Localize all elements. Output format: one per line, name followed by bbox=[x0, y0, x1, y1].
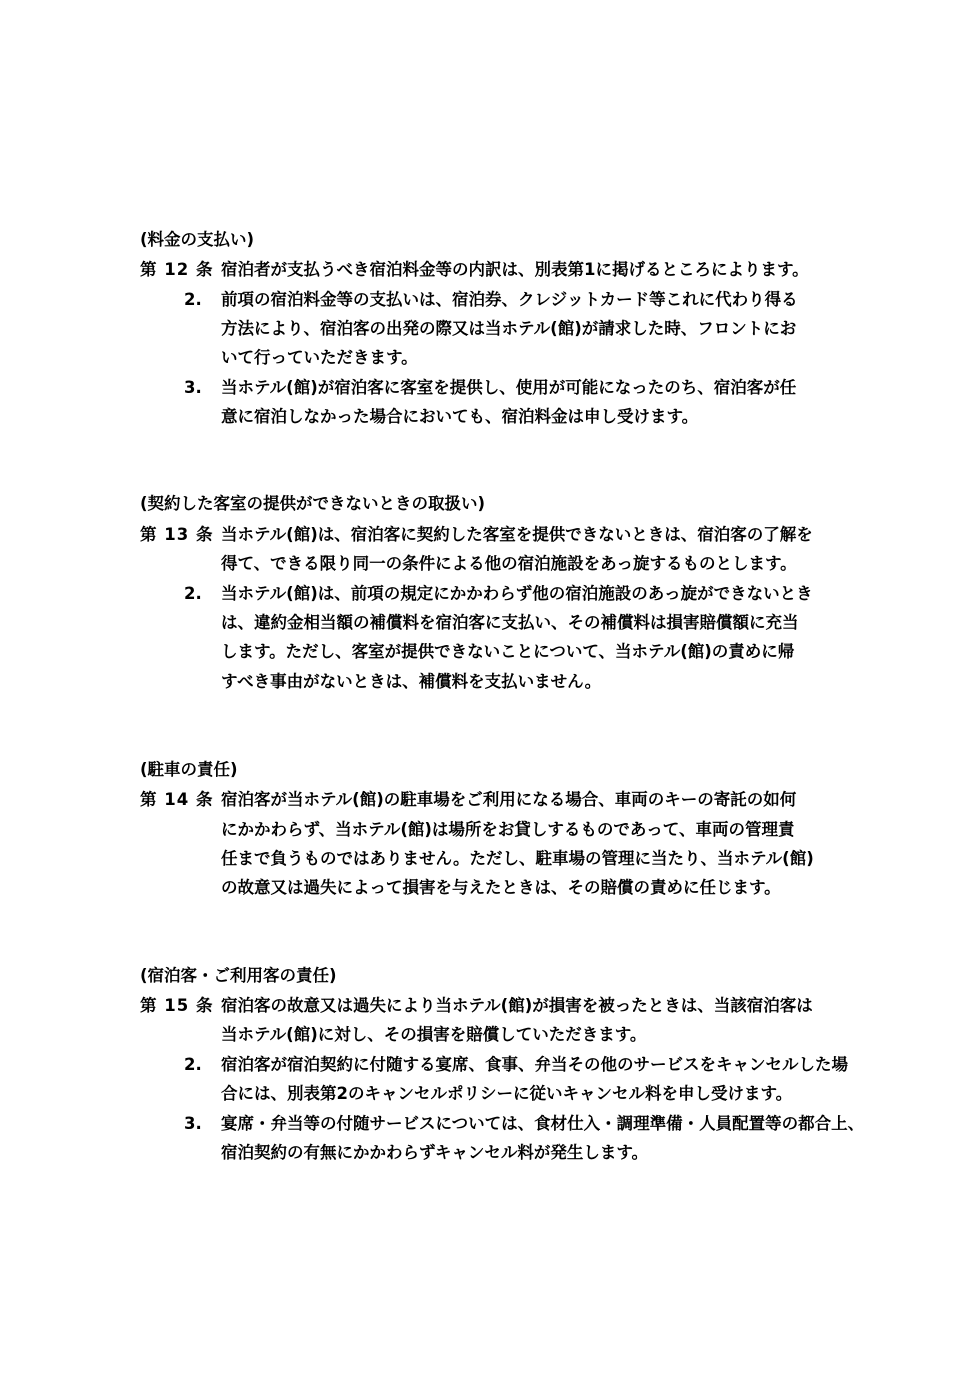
article-15-item-3-number: 3. bbox=[184, 1114, 202, 1133]
article-13-item-2-line-3: します。ただし、客室が提供できないことについて、当ホテル(館)の責めに帰 bbox=[221, 642, 795, 661]
article-12-item-2-line-3: いて行っていただきます。 bbox=[221, 348, 418, 367]
article-12-item-3-line-1: 当ホテル(館)が宿泊客に客室を提供し、使用が可能になったのち、宿泊客が任 bbox=[221, 378, 797, 397]
article-15-item-2-line-2: 合には、別表第2のキャンセルポリシーに従いキャンセル料を申し受けます。 bbox=[221, 1084, 793, 1103]
article-13-line-1: 当ホテル(館)は、宿泊客に契約した客室を提供できないときは、宿泊客の了解を bbox=[221, 525, 813, 544]
article-13-item-2-line-1: 当ホテル(館)は、前項の規定にかかわらず他の宿泊施設のあっ旋ができないとき bbox=[221, 584, 813, 603]
article-13-item-2-line-4: すべき事由がないときは、補償料を支払いません。 bbox=[221, 672, 602, 691]
section-heading-guest-liability: (宿泊客・ご利用客の責任) bbox=[140, 966, 337, 985]
article-12-item-3-number: 3. bbox=[184, 378, 202, 397]
section-heading-room-unavailable: (契約した客室の提供ができないときの取扱い) bbox=[140, 494, 486, 513]
article-13-item-2-number: 2. bbox=[184, 584, 202, 603]
article-12-number: 第 12 条 bbox=[140, 260, 214, 279]
article-14-line-2: にかかわらず、当ホテル(館)は場所をお貸しするものであって、車両の管理責 bbox=[221, 820, 795, 839]
article-12-item-2-number: 2. bbox=[184, 290, 202, 309]
article-12-item-2-line-2: 方法により、宿泊客の出発の際又は当ホテル(館)が請求した時、フロントにお bbox=[221, 319, 797, 338]
article-14-line-3: 任まで負うものではありません。ただし、駐車場の管理に当たり、当ホテル(館) bbox=[221, 849, 814, 868]
article-15-line-1: 宿泊客の故意又は過失により当ホテル(館)が損害を被ったときは、当該宿泊客は bbox=[221, 996, 813, 1015]
section-heading-parking: (駐車の責任) bbox=[140, 760, 238, 779]
article-15-item-3-line-1: 宴席・弁当等の付随サービスについては、食材仕入・調理準備・人員配置等の都合上、 bbox=[221, 1114, 865, 1133]
section-heading-payment: (料金の支払い) bbox=[140, 230, 255, 249]
article-13-number: 第 13 条 bbox=[140, 525, 214, 544]
article-15-item-2-number: 2. bbox=[184, 1055, 202, 1074]
article-12-item-3-line-2: 意に宿泊しなかった場合においても、宿泊料金は申し受けます。 bbox=[221, 407, 699, 426]
article-14-line-4: の故意又は過失によって損害を与えたときは、その賠償の責めに任じます。 bbox=[221, 878, 781, 897]
article-15-number: 第 15 条 bbox=[140, 996, 214, 1015]
article-15-line-2: 当ホテル(館)に対し、その損害を賠償していただきます。 bbox=[221, 1025, 647, 1044]
article-12-line-1: 宿泊者が支払うべき宿泊料金等の内訳は、別表第1に掲げるところによります。 bbox=[221, 260, 809, 279]
article-13-line-2: 得て、できる限り同一の条件による他の宿泊施設をあっ旋するものとします。 bbox=[221, 554, 797, 573]
article-15-item-2-line-1: 宿泊客が宿泊契約に付随する宴席、食事、弁当その他のサービスをキャンセルした場 bbox=[221, 1055, 848, 1074]
article-12-item-2-line-1: 前項の宿泊料金等の支払いは、宿泊券、クレジットカード等これに代わり得る bbox=[221, 290, 798, 309]
article-13-item-2-line-2: は、違約金相当額の補償料を宿泊客に支払い、その補償料は損害賠償額に充当 bbox=[221, 613, 799, 632]
article-14-number: 第 14 条 bbox=[140, 790, 214, 809]
article-15-item-3-line-2: 宿泊契約の有無にかかわらずキャンセル料が発生します。 bbox=[221, 1143, 649, 1162]
article-14-line-1: 宿泊客が当ホテル(館)の駐車場をご利用になる場合、車両のキーの寄託の如何 bbox=[221, 790, 797, 809]
